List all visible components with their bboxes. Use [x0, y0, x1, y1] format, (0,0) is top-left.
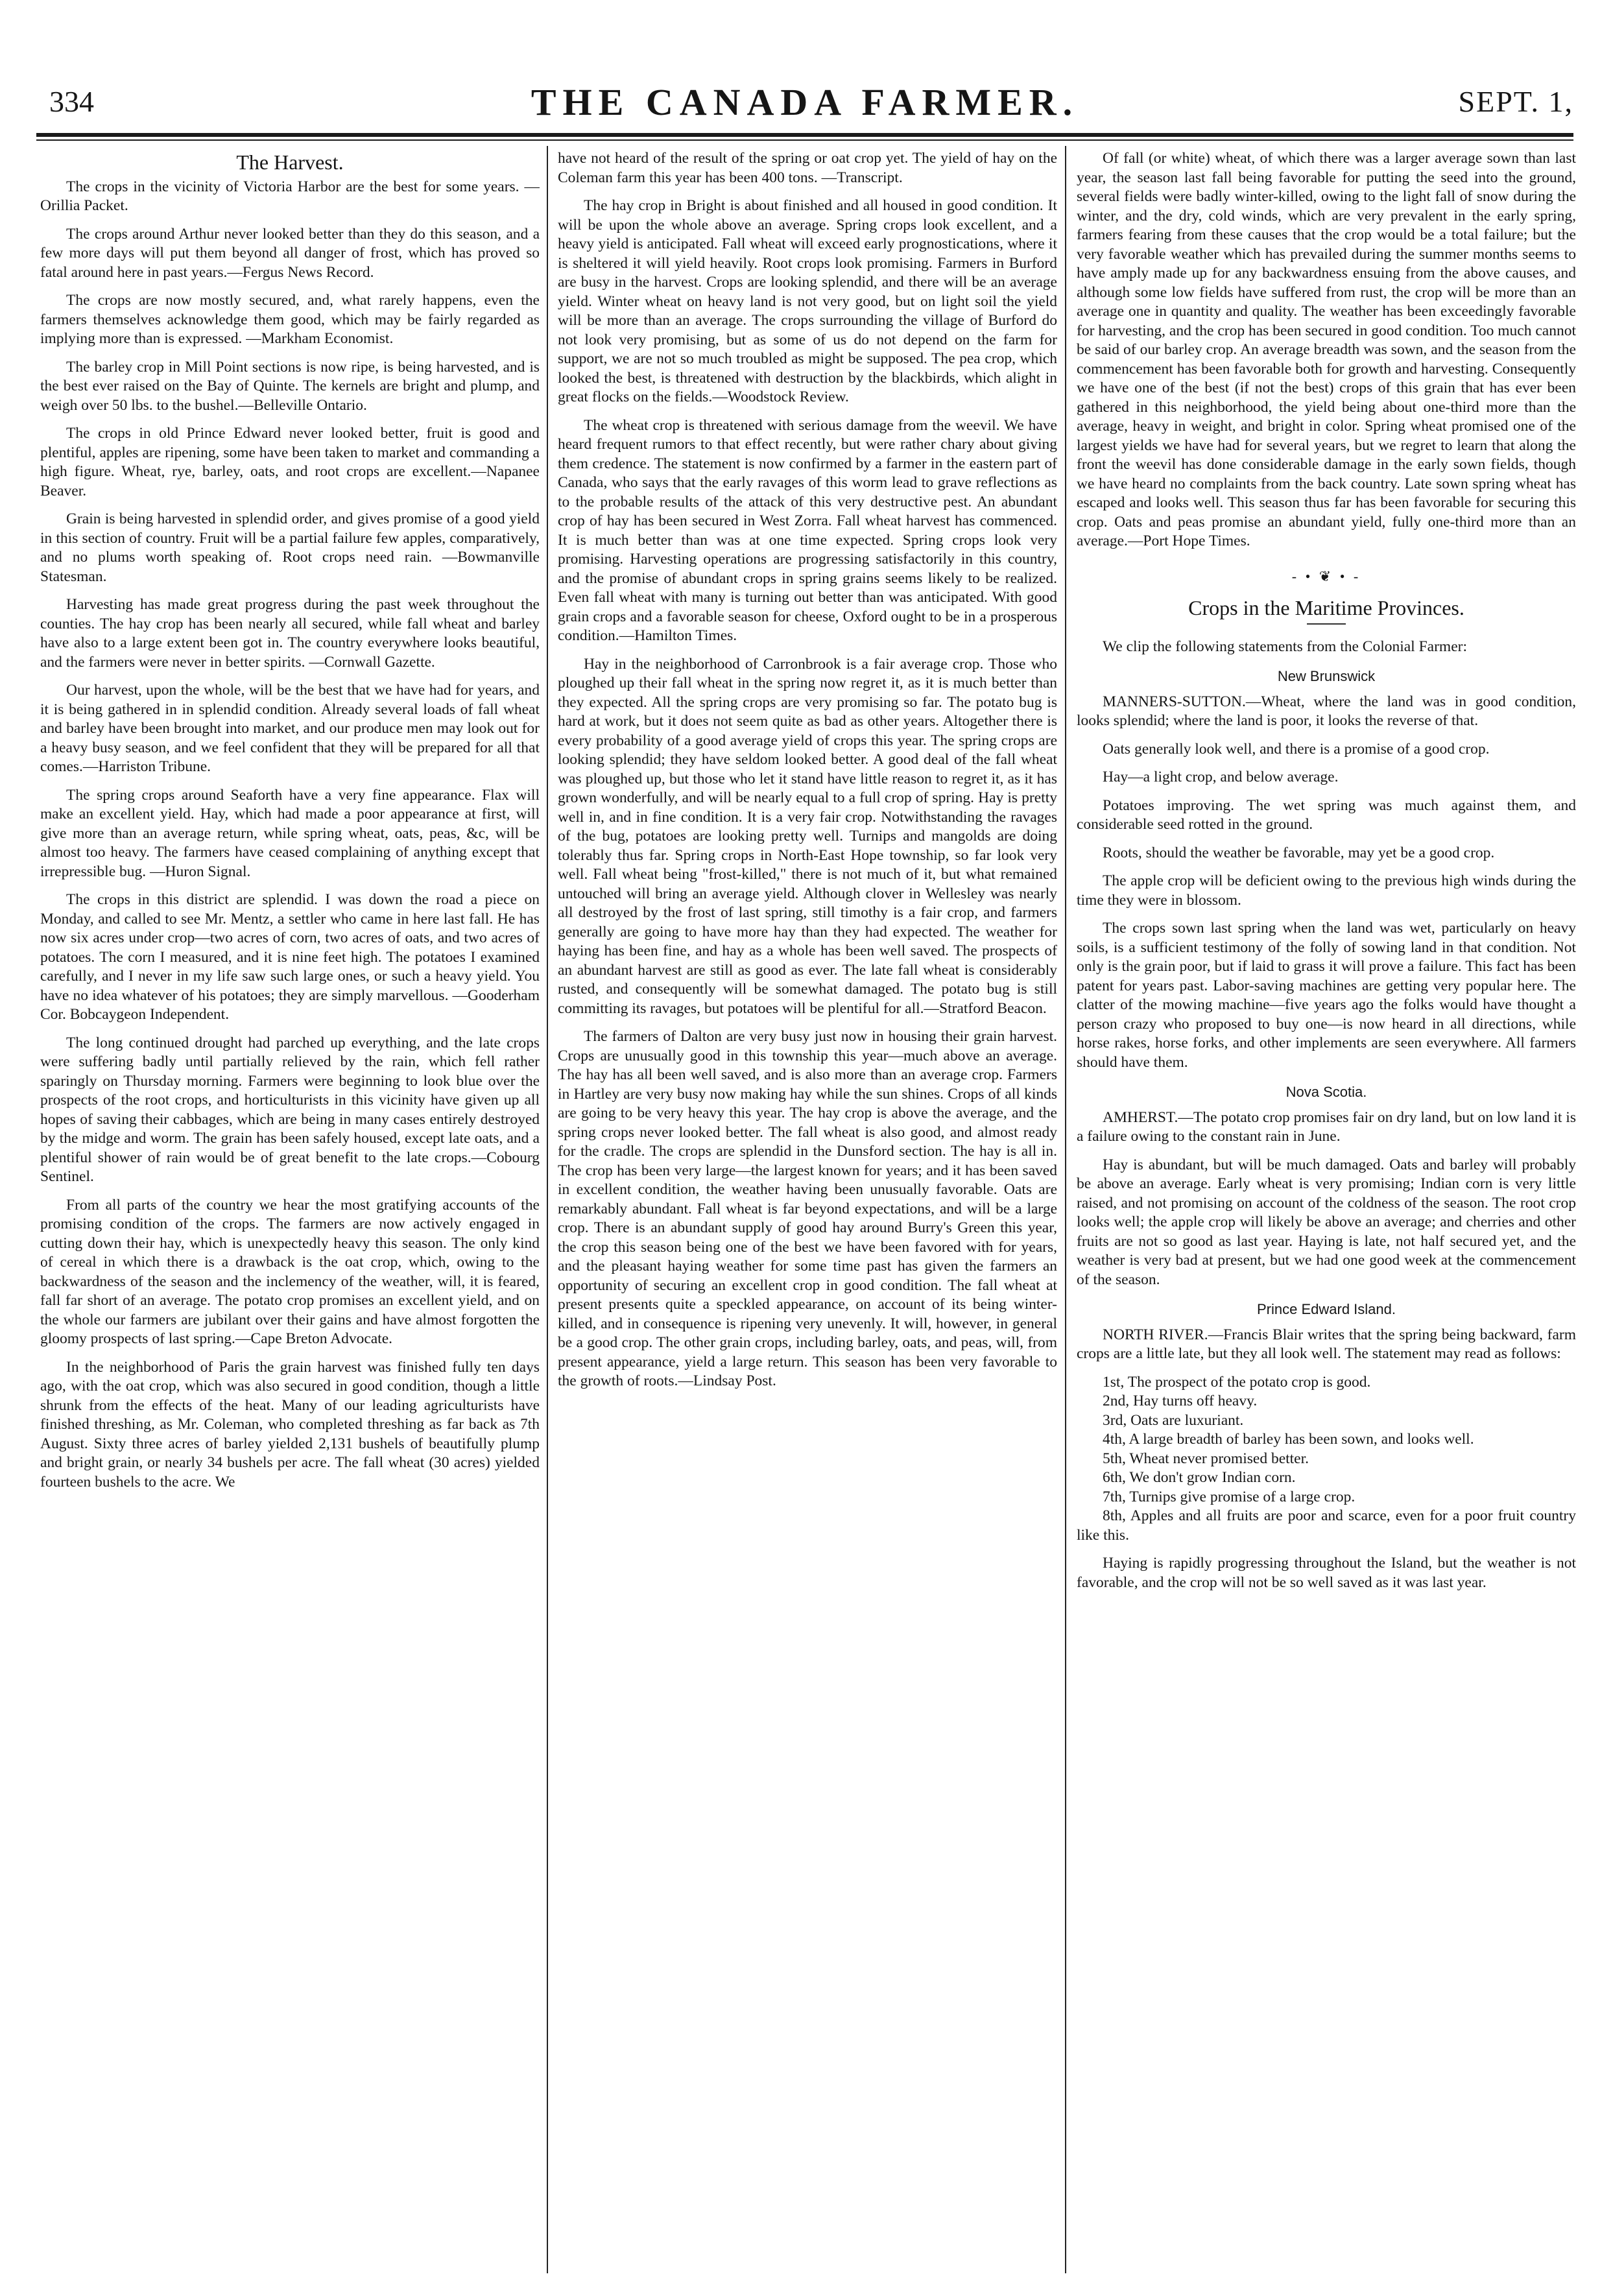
paragraph: In the neighborhood of Paris the grain harvest was finished fully ten days ago, with the oat crop, which was also secured in good condition, though a little shrunk from the effects of the heat. Many of our leading agriculturists have finished threshing, as Mr. Coleman, who completed threshing as far back as 7th August. Sixty three acres of barley yielded 2,131 bushels of beautifully plump and bright grain, or nearly 34 bushels per acre. The fall wheat (30 acres) yielded fourteen bushels to the acre. We — [40, 1358, 540, 1490]
subheading-prince-edward-island: Prince Edward Island. — [1257, 1301, 1396, 1317]
list-item: 5th, Wheat never promised better. — [1103, 1450, 1309, 1467]
paragraph: The wheat crop is threatened with serious damage from the weevil. We have heard frequent rumors to that effect recently, but were rather chary about giving them credence. The statement is now confirmed by a farmer in the eastern part of Canada, who says that the early ravages of this worm lead to grave reflections as to the probable results of the attack of this very destructive pest. An abundant crop of hay has been secured in West Zorra. Fall wheat harvest has commenced. It is much better than was at one time expected. Spring crops look very promising. Harvesting operations are progressing satisfactorily in this country, and the promise of abundant crops in spring grains seems likely to be realized. Even fall wheat with many is turning out better than was anticipated. With good grain crops and a favorable season for cheese, Oxford ought to be in a prosperous condition.—Hamilton Times. — [558, 416, 1057, 644]
list-item: 2nd, Hay turns off heavy. — [1103, 1393, 1258, 1409]
paragraph: Harvesting has made great progress during the past week throughout the counties. The hay crop has been nearly all secured, while fall wheat and barley have also to a large extent been got in. The country everywhere looks beautiful, and the farmers were never in better spirits. —Cornwall Gazette. — [40, 596, 540, 671]
paragraph: The crops are now mostly secured, and, what rarely happens, even the farmers themselves acknowledge them good, which may be fairly regarded as implying more than is expressed. —Markham Economist. — [40, 292, 540, 347]
paragraph: AMHERST.—The potato crop promises fair on dry land, but on low land it is a failure owing to the constant rain in June. — [1077, 1108, 1576, 1145]
header-rule-thin — [36, 139, 1573, 141]
publication-title: THE CANADA FARMER. — [531, 81, 1079, 123]
subheading-nova-scotia: Nova Scotia. — [1285, 1084, 1367, 1100]
section-title: Crops in the Maritime Provinces. — [1188, 596, 1464, 619]
column-2 — [558, 149, 1057, 2270]
paragraph: The crops around Arthur never looked better than they do this season, and a few more days will put them beyond all danger of frost, which has proved so fatal around here in past years.—Fergus News Record. — [40, 225, 540, 281]
header-rule — [36, 133, 1573, 137]
column-3 — [1077, 149, 1576, 2270]
column-divider — [547, 146, 548, 2273]
paragraph: Hay is abundant, but will be much damaged. Oats and barley will probably be above an average. Early wheat is very promising; Indian corn is very little raised, and not promising on account of the coldness of the season. The root crop looks well; the apple crop will likely be above an average; and cherries and other fruits are not so good as last year. Haying is late, not half secured yet, and the weather is very bad at present, but we had one good week at the commencement of the season. — [1077, 1156, 1576, 1288]
article-title: The Harvest. — [236, 150, 344, 174]
issue-date: SEPT. 1, — [1458, 85, 1573, 118]
statement-list — [1077, 1373, 1576, 1546]
paragraph: The crops in the vicinity of Victoria Harbor are the best for some years. —Orillia Packet. — [40, 178, 540, 214]
paragraph: Potatoes improving. The wet spring was much against them, and considerable seed rotted in the ground. — [1077, 796, 1576, 833]
list-item: 8th, Apples and all fruits are poor and scarce, even for a poor fruit country like this. — [1077, 1507, 1576, 1544]
list-item: 7th, Turnips give promise of a large crop. — [1103, 1488, 1356, 1505]
list-item: 1st, The prospect of the potato crop is good. — [1103, 1373, 1371, 1391]
paragraph: Hay in the neighborhood of Carronbrook is a fair average crop. Those who ploughed up their fall wheat in the spring now regret it, as it is much better than they expected. All the spring crops are very promising so far. The potato bug is hard at work, but it does not seem quite as bad as other years. Altogether there is every probability of a good average yield of crops this year. The spring crops are looking splendid; they have seldom looked better. A good deal of the fall wheat was ploughed up, but those who let it stand have little reason to regret it, as it has grown wonderfully, and will be nearly equal to a full crop of spring. Hay is pretty well in, and in fine condition. It is a very fair crop. Notwithstanding the ravages of the bug, potatoes are looking pretty well. Turnips and mangolds are doing tolerably thus far. Spring crops in North-East Hope township, so far look very well. Fall wheat being "frost-killed," there is not much of it, but what remained untouched will bring an average yield. Although clover in Wellesley was nearly all destroyed by the frost of last spring, still timothy is a fair crop, and farmers generally are going to have more hay than they had expected. The weather for haying has been fine, and hay as a whole has been well saved. The prospects of an abundant harvest are still as good as ever. The late fall wheat is considerably rusted, and consequently will be somewhat damaged. The potato bug is still committing its ravages, but potatoes will be plentiful for all.—Stratford Beacon. — [558, 655, 1057, 1017]
paragraph: The spring crops around Seaforth have a very fine appearance. Flax will make an excellent yield. Hay, which had made a poor appearance at first, will give more than an average return, while spring wheat, oats, peas, &c, will be almost too heavy. The farmers have ceased complaining of anything except that irrepressible bug. —Huron Signal. — [40, 786, 540, 880]
paragraph: From all parts of the country we hear the most gratifying accounts of the promising condition of the crops. The farmers are now actively engaged in cutting down their hay, which is unexpectedly heavy this season. The only kind of cereal in which there is a drawback is the oat crop, which, owing to the backwardness of the season and the inclemency of the weather, will, it is feared, fall far short of an average. The potato crop promises an excellent yield, and on the whole our farmers are jubilant over their gains and have almost forgotten the gloomy prospects of last spring.—Cape Breton Advocate. — [40, 1196, 540, 1347]
paragraph: The crops in old Prince Edward never looked better, fruit is good and plentiful, apples are ripening, some have been taken to market and commanding a high figure. Wheat, rye, barley, oats, and root crops are excellent.—Napanee Beaver. — [40, 425, 540, 499]
paragraph: NORTH RIVER.—Francis Blair writes that the spring being backward, farm crops are a little late, but they all look well. The statement may read as follows: — [1077, 1326, 1576, 1362]
list-item: 6th, We don't grow Indian corn. — [1103, 1469, 1296, 1486]
paragraph: have not heard of the result of the spring or oat crop yet. The yield of hay on the Coleman farm this year has been 400 tons. —Transcript. — [558, 150, 1057, 186]
title-rule — [1307, 623, 1346, 625]
paragraph: The crops sown last spring when the land was wet, particularly on heavy soils, is a sufficient testimony of the folly of sowing land in that condition. Not only is the grain poor, but if laid to grass it will prove a failure. This fact has been patent for years past. Labor-saving machines are getting very popular here. The clatter of the mowing machine—five years ago the folks would have thought a person crazy who proposed to buy one—is now heard in all directions, while horse rakes, horse forks, and other implements are seen everywhere. All farmers should have them. — [1077, 920, 1576, 1071]
paragraph: Roots, should the weather be favorable, may yet be a good crop. — [1103, 844, 1495, 861]
paragraph: The farmers of Dalton are very busy just now in housing their grain harvest. Crops are unusually good in this township this year—much above an average. The hay has all been well saved, and is also more than an average crop. Farmers in Hartley are very busy now making hay while the sun shines. Crops of all kinds are going to be very heavy this year. The hay crop is above the average, and the spring crops never looked better. The fall wheat is also good, and almost ready for the cradle. The crops are splendid in the Dunsford section. The hay is all in. The crop has been very large—the largest known for years; and it has been saved in excellent condition, the weather having been unusually favorable. Oats are remarkably abundant. Fall wheat is far beyond expectations, and will be a large crop. There is an abundant supply of good hay around Burry's Green this year, the crop this season being one of the best we have been favored with for years, and the pleasant haying weather for some time past has given the farmers an opportunity of securing an excellent crop in good condition. The fall wheat at present presents quite a speckled appearance, on account of its being winter-killed, and in consequence is ripening very unevenly. It will, however, in general be a good crop. The other grain crops, including barley, oats, and peas, will, from present appearance, yield a large return. This season has been very favorable to the growth of roots.—Lindsay Post. — [558, 1028, 1057, 1389]
paragraph: Oats generally look well, and there is a promise of a good crop. — [1103, 740, 1490, 758]
paragraph: The apple crop will be deficient owing to the previous high winds during the time they were in blossom. — [1077, 872, 1576, 909]
paragraph: Grain is being harvested in splendid order, and gives promise of a good yield in this section of country. Fruit will be a partial failure few apples, comparatively, and no plums worth speaking of. Root crops need rain. —Bowmanville Statesman. — [40, 510, 540, 585]
paragraph: Haying is rapidly progressing throughout the Island, but the weather is not favorable, and the crop will not be so well saved as it was last year. — [1077, 1555, 1576, 1591]
paragraph: MANNERS-SUTTON.—Wheat, where the land was in good condition, looks splendid; where the land is poor, it looks the reverse of that. — [1077, 693, 1576, 729]
column-divider — [1065, 146, 1066, 2273]
paragraph: Of fall (or white) wheat, of which there was a larger average sown than last year, the season last fall being favorable for putting the seed into the ground, several fields were badly winter-killed, owing to the light fall of snow during the winter, and the dry, cold winds, which are very prevalent in the early spring, farmers fearing from these causes that the crop would be a total failure; but the very favorable weather which has prevailed during the summer months seems to have amply made up for any backwardness ensuing from the above causes, and although some low fields have suffered from rust, the crop will be more than an average one in quantity and quality. The weather has been exceedingly favorable for harvesting, and the crop has been secured in good condition. Too much cannot be said of our barley crop. An average breadth was sown, and the season from the commencement has been favorable both for growth and harvesting. Consequently we have one of the best (if not the best) crops of this grain that has ever been gathered in this neighborhood, the yield being about one-third more than the average, heavy in weight, and bright in color. Spring wheat promised one of the largest yields we have had for several years, but we regret to learn that along the front the weevil has done considerable damage in the early sown fields, though we have heard no complaints from the back country. Late sown spring wheat has escaped and looks well. This season thus far has been favorable for securing this crop. Oats and peas promise an abundant yield, fully one-third more than an average.—Port Hope Times. — [1077, 150, 1576, 549]
list-item: 3rd, Oats are luxuriant. — [1103, 1411, 1244, 1429]
column-1 — [40, 149, 540, 2270]
list-item: 4th, A large breadth of barley has been sown, and looks well. — [1103, 1431, 1474, 1448]
page-number: 334 — [49, 85, 94, 118]
paragraph: Hay—a light crop, and below average. — [1103, 769, 1339, 785]
paragraph: Our harvest, upon the whole, will be the best that we have had for years, and it is being gathered in in splendid condition. Already several loads of fall wheat and barley have been brought into market, and our produce men may look out for a heavy busy season, and we feel confident that they will be prepared for all that comes.—Harriston Tribune. — [40, 682, 540, 775]
clip-note: We clip the following statements from the Colonial Farmer: — [1103, 638, 1467, 655]
subheading-new-brunswick: New Brunswick — [1277, 668, 1376, 684]
paragraph: The barley crop in Mill Point sections is now ripe, is being harvested, and is the best ever raised on the Bay of Quinte. The kernels are bright and plump, and weigh over 50 lbs. to the bushel.—Belleville Ontario. — [40, 358, 540, 414]
paragraph: The hay crop in Bright is about finished and all housed in good condition. It will be upon the whole above an average. Spring crops look excellent, and a heavy yield is anticipated. Fall wheat will exceed early prognostications, where it is sheltered it will yield heavily. Root crops look promising. Farmers in Burford are busy in the harvest. Crops are looking splendid, and there will be an average yield. Winter wheat on heavy land is not very good, but on light soil the yield will be more than an average. The crops surrounding the village of Burford do not look very promising, but as some of us do not depend on the farm for support, we are not so much troubled as might be supposed. The pea crop, which looked the best, is threatened with destruction by the blackbirds, which alight in great flocks on the fields.—Woodstock Review. — [558, 197, 1057, 405]
section-ornament: - • ❦ • - — [1291, 568, 1361, 584]
paragraph: The long continued drought had parched up everything, and the late crops were suffering badly until partially relieved by the rain, which fell rather sparingly on Thursday morning. Farmers were beginning to look blue over the prospects of the root crops, and horticulturists in this vicinity have given up all hopes of saving their cabbages, which are being in many cases entirely destroyed by the midge and worm. The grain has been safely housed, except late oats, and a plentiful shower of rain would be of great benefit to the late crops.—Cobourg Sentinel. — [40, 1034, 540, 1185]
paragraph: The crops in this district are splendid. I was down the road a piece on Monday, and called to see Mr. Mentz, a settler who came in here last fall. He has now six acres under crop—two acres of corn, two acres of oats, and two acres of potatoes. The corn I measured, and it is nine feet high. The potatoes I examined carefully, and I never in my life saw such large ones, or such a heavy yield. You have no idea whatever of his potatoes; they are simply marvellous. —Gooderham Cor. Bobcaygeon Independent. — [40, 891, 540, 1023]
